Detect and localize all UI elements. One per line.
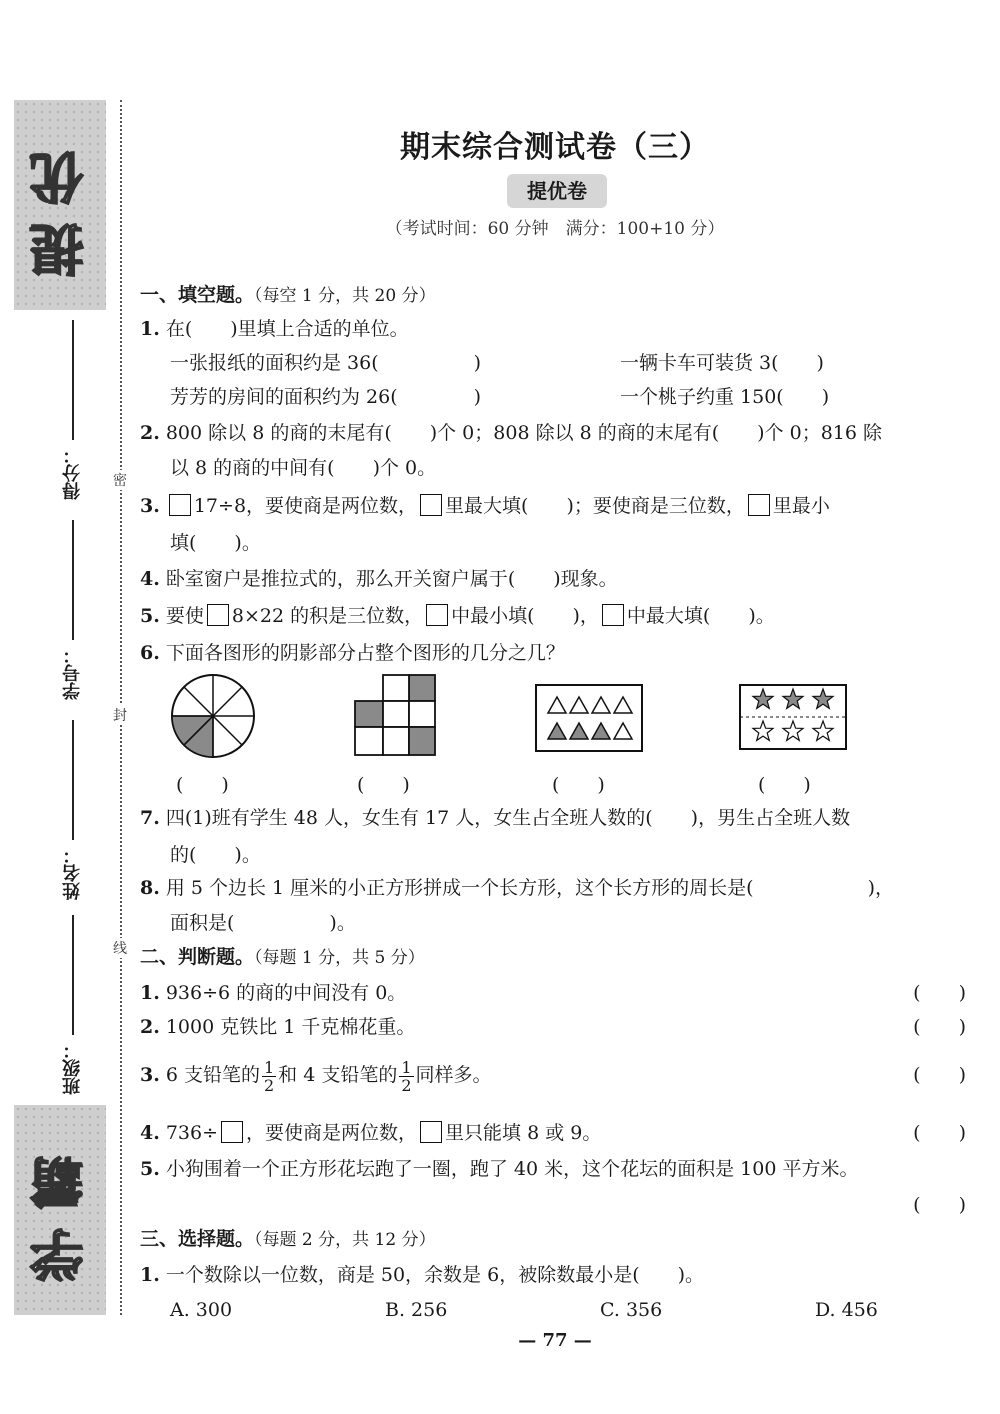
- score-field: [58, 320, 88, 510]
- q2-5-text: 小狗围着一个正方形花坛跑了一圈，跑了 40 米，这个花坛的面积是 100 平方米。: [165, 1158, 859, 1180]
- name-field: [58, 720, 88, 910]
- q2-2-num: 2.: [140, 1016, 160, 1038]
- answer-box[interactable]: [602, 604, 624, 626]
- section-3-title: 三、选择题。: [140, 1228, 255, 1250]
- cut-word-mi: 密: [111, 470, 129, 490]
- option-c[interactable]: C. 356: [600, 1299, 663, 1321]
- option-b[interactable]: B. 256: [385, 1299, 448, 1321]
- section-1-heading: [140, 282, 970, 309]
- sidebar-banner-bottom: [14, 1105, 106, 1315]
- fraction-numerator: 1: [401, 1057, 412, 1077]
- q1-8-line1[interactable]: 用 5 个边长 1 厘米的小正方形拼成一个长方形，这个长方形的周长是( )，: [165, 877, 895, 899]
- q1-3-num: 3.: [140, 495, 160, 517]
- q2-1-text: 936÷6 的商的中间没有 0。: [165, 982, 407, 1004]
- answer-box[interactable]: [420, 1121, 442, 1143]
- q1-2: [140, 420, 970, 446]
- q1-4-text[interactable]: 卧室窗户是推拉式的，那么开关窗户属于( )现象。: [165, 568, 618, 590]
- q1-6-text: 下面各图形的阴影部分占整个图形的几分之几？: [165, 642, 565, 664]
- score-line[interactable]: [72, 320, 74, 440]
- q1-2-line2[interactable]: 以 8 的商的中间有( )个 0。: [170, 457, 437, 479]
- q1-1-item-d[interactable]: 一个桃子约重 150( ): [620, 386, 830, 408]
- q1-1-item-a[interactable]: 一张报纸的面积约是 36( ): [170, 352, 482, 374]
- q1-2-line1[interactable]: 800 除以 8 的商的末尾有( )个 0；808 除以 8 的商的末尾有( )个 0；816 除: [165, 422, 883, 444]
- q1-6-answer-4[interactable]: ( ): [758, 774, 811, 796]
- q1-8: [140, 875, 970, 901]
- q2-2: [140, 1014, 970, 1040]
- q2-3-p3: 同样多。: [415, 1064, 492, 1086]
- q1-7-line2[interactable]: 的( )。: [170, 844, 261, 866]
- q1-6-answer-3[interactable]: ( ): [552, 774, 605, 796]
- q1-3-cont: [140, 530, 1000, 556]
- q2-4-p1: 736÷: [165, 1122, 219, 1144]
- fraction-half: [262, 1059, 276, 1094]
- page-subtitle: 提优卷: [507, 174, 607, 208]
- q2-4-num: 4.: [140, 1122, 160, 1144]
- stars-figure: [738, 683, 848, 751]
- q1-6-answer-2[interactable]: ( ): [357, 774, 410, 796]
- section-2-title: 二、判断题。: [140, 946, 255, 968]
- q1-4: [140, 566, 970, 592]
- q2-1-answer[interactable]: ( ): [913, 982, 966, 1004]
- option-d[interactable]: D. 456: [815, 1299, 878, 1321]
- q1-3: [140, 493, 970, 519]
- page-number: — 77 —: [518, 1330, 592, 1351]
- q1-8-line2[interactable]: 面积是( )。: [170, 912, 356, 934]
- name-line[interactable]: [72, 720, 74, 840]
- q1-6-figures: [140, 673, 970, 763]
- answer-box[interactable]: [221, 1121, 243, 1143]
- q1-3-p1: 17÷8，要使商是两位数，: [193, 495, 418, 517]
- answer-box[interactable]: [426, 604, 448, 626]
- class-line[interactable]: [72, 915, 74, 1035]
- answer-box[interactable]: [169, 494, 191, 516]
- q3-1-num: 1.: [140, 1264, 160, 1286]
- q2-2-text: 1000 克铁比 1 千克棉花重。: [165, 1016, 416, 1038]
- q1-3-p3: 里最小: [772, 495, 830, 517]
- q1-5-p2: 8×22 的积是三位数，: [231, 605, 424, 627]
- answer-box[interactable]: [420, 494, 442, 516]
- q1-5-p1: 要使: [165, 605, 204, 627]
- q1-1-item-b[interactable]: 一辆卡车可装货 3( ): [620, 352, 824, 374]
- q1-1-num: 1.: [140, 318, 160, 340]
- q2-1-num: 1.: [140, 982, 160, 1004]
- class-label: 班级：: [62, 1041, 83, 1095]
- q2-1: [140, 980, 970, 1006]
- section-3-note: （每题 2 分，共 12 分）: [254, 1230, 436, 1250]
- q1-2-num: 2.: [140, 422, 160, 444]
- student-id-field: [58, 520, 88, 710]
- q2-5-answer[interactable]: ( ): [913, 1194, 966, 1216]
- q1-5-p4[interactable]: 中最大填( )。: [626, 605, 775, 627]
- q2-5: [140, 1156, 970, 1182]
- student-id-line[interactable]: [72, 520, 74, 640]
- option-a[interactable]: A. 300: [170, 1299, 233, 1321]
- answer-box[interactable]: [207, 604, 229, 626]
- q1-7: [140, 805, 970, 831]
- circle-figure: [170, 673, 256, 759]
- triangles-figure: [534, 683, 644, 753]
- q1-7-line1[interactable]: 四(1)班有学生 48 人，女生有 17 人，女生占全班人数的( )，男生占全班人数: [165, 807, 851, 829]
- q1-1: [140, 316, 970, 342]
- score-label: 得分：: [62, 446, 83, 500]
- q1-5-p3[interactable]: 中最小填( )，: [451, 605, 599, 627]
- section-2-heading: [140, 944, 970, 971]
- q2-3-answer[interactable]: ( ): [913, 1064, 966, 1086]
- section-1-note: （每空 1 分，共 20 分）: [254, 286, 436, 306]
- q1-3-p2[interactable]: 里最大填( )；要使商是三位数，: [445, 495, 745, 517]
- section-1-title: 一、填空题。: [140, 284, 255, 306]
- q1-5-num: 5.: [140, 605, 160, 627]
- sidebar-banner-top-text: 提优: [28, 133, 92, 277]
- q2-3-p2: 和 4 支铅笔的: [278, 1064, 398, 1086]
- q2-3: [140, 1055, 970, 1095]
- q1-1-line-a: [140, 350, 1000, 376]
- q2-4: [140, 1120, 970, 1146]
- fraction-denominator: 2: [401, 1075, 412, 1095]
- cut-word-xian: 线: [111, 938, 129, 958]
- q1-6: [140, 640, 970, 666]
- section-2-note: （每题 1 分，共 5 分）: [254, 948, 425, 968]
- grid-figure: [353, 673, 437, 757]
- q2-4-answer[interactable]: ( ): [913, 1122, 966, 1144]
- q1-6-answer-1[interactable]: ( ): [176, 774, 229, 796]
- q2-4-p2: ，要使商是两位数，: [246, 1122, 418, 1144]
- q1-3-line2[interactable]: 填( )。: [170, 532, 261, 554]
- q3-1-text[interactable]: 一个数除以一位数，商是 50，余数是 6，被除数最小是( )。: [165, 1264, 705, 1286]
- class-field: [58, 915, 88, 1105]
- name-label: 姓名：: [62, 846, 83, 900]
- q2-3-num: 3.: [140, 1064, 160, 1086]
- q2-2-answer[interactable]: ( ): [913, 1016, 966, 1038]
- q2-5-num: 5.: [140, 1158, 160, 1180]
- q1-8-num: 8.: [140, 877, 160, 899]
- sidebar-banner-bottom-text: 学霸: [28, 1138, 92, 1282]
- q1-8-cont: [140, 910, 1000, 936]
- q1-4-num: 4.: [140, 568, 160, 590]
- answer-box[interactable]: [748, 494, 770, 516]
- q1-1-line-b: [140, 384, 1000, 410]
- cut-word-feng: 封: [111, 705, 129, 725]
- q2-3-p1: 6 支铅笔的: [165, 1064, 260, 1086]
- q3-1: [140, 1262, 970, 1288]
- q1-1-item-c[interactable]: 芳芳的房间的面积约为 26( ): [170, 386, 482, 408]
- q1-1-text: 在( )里填上合适的单位。: [165, 318, 409, 340]
- q1-2-cont: [140, 455, 1000, 481]
- page-title: 期末综合测试卷（三）: [400, 130, 710, 165]
- q2-4-p3: 里只能填 8 或 9。: [445, 1122, 602, 1144]
- q3-1-options: [140, 1297, 970, 1323]
- q1-7-num: 7.: [140, 807, 160, 829]
- q1-7-cont: [140, 842, 1000, 868]
- q1-6-num: 6.: [140, 642, 160, 664]
- fraction-numerator: 1: [263, 1057, 275, 1077]
- exam-info: （考试时间：60 分钟 满分：100+10 分）: [385, 219, 725, 239]
- fraction-half: [399, 1059, 413, 1094]
- sidebar-banner-top: [14, 100, 106, 310]
- student-id-label: 学号：: [62, 646, 83, 700]
- fraction-denominator: 2: [263, 1075, 275, 1095]
- section-3-heading: [140, 1226, 970, 1253]
- q1-5: [140, 603, 970, 629]
